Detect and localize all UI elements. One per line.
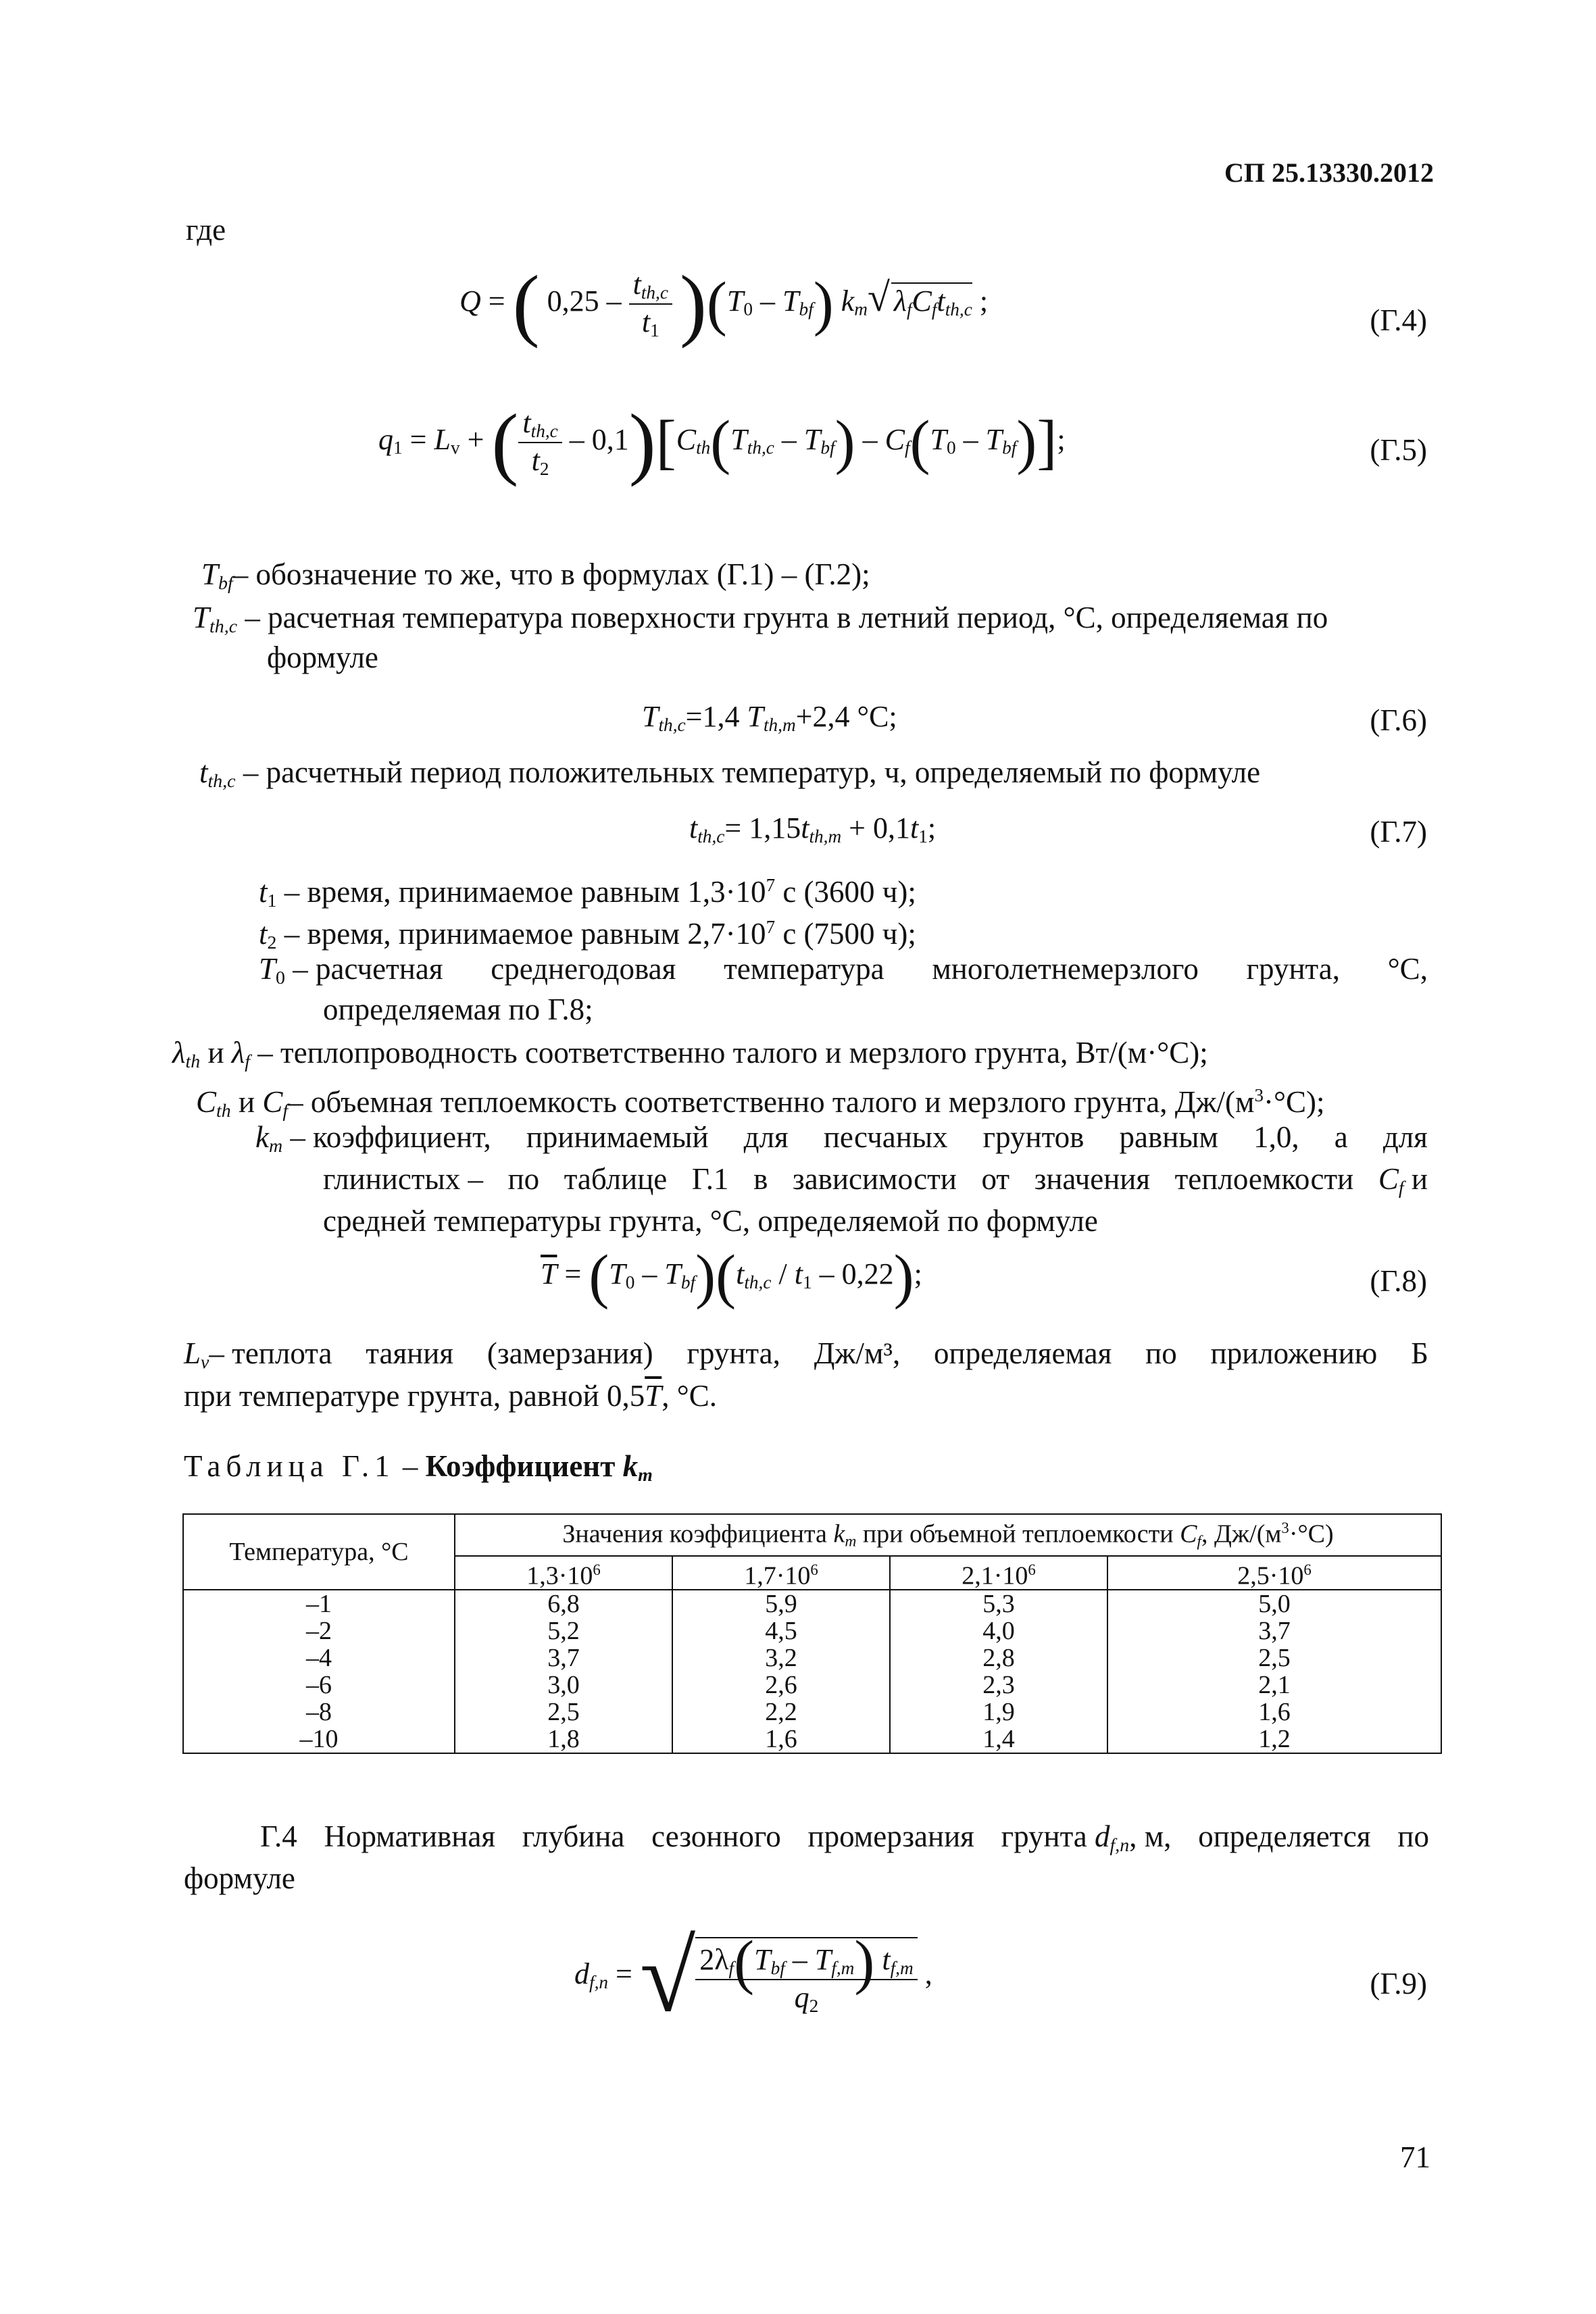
def-tthc-line2: формуле xyxy=(267,640,378,674)
paragraph-g4-line2: формуле xyxy=(184,1861,295,1895)
formula-g7: $t_{th,c}= 1,15t_{th,m} + 0,1t_1$; xyxy=(689,811,937,847)
table-cell: 3,2 xyxy=(672,1644,890,1671)
formula-g6-number: (Г.6) xyxy=(1370,703,1427,737)
def-km-line3: средней температуры грунта, °С, определяемой по формуле xyxy=(323,1204,1098,1238)
page-number: 71 xyxy=(1400,2140,1430,2174)
table-cell: 2,2 xyxy=(672,1699,890,1726)
formula-g4-number: (Г.4) xyxy=(1370,303,1427,337)
table-cell: –10 xyxy=(183,1726,455,1753)
table-row xyxy=(183,1671,1441,1699)
table-caption: Таблица Г.1 – Коэффициент $k_m$ xyxy=(184,1449,653,1486)
intro-where: где xyxy=(186,213,226,247)
table-cell: 2,8 xyxy=(890,1644,1107,1671)
table-cell: –6 xyxy=(183,1671,455,1699)
table-row xyxy=(183,1617,1441,1644)
table-col-head: $2,1\cdot 10^6$ xyxy=(890,1556,1107,1590)
table-cell: 4,0 xyxy=(890,1617,1107,1644)
table-cell: 3,7 xyxy=(1107,1617,1441,1644)
coefficient-table xyxy=(182,1513,1442,1754)
formula-g8: $\overline{T} = (T_0 - T_{bf})(t_{th,c} / t_1 - 0,22)$; xyxy=(541,1242,922,1310)
table-cell: –2 xyxy=(183,1617,455,1644)
table-cell: 2,3 xyxy=(890,1671,1107,1699)
def-lambda: $\lambda_{th}$ и $\lambda_f$ – теплопроводность соответственно талого и мерзлого грунта, Вт/(м·°С); xyxy=(172,1036,1208,1072)
def-t1: $t_1$ – время, принимаемое равным $1,3\cdot 10^7$ с (3600 ч); xyxy=(259,875,916,912)
table-cell: 1,8 xyxy=(455,1726,672,1753)
table-row xyxy=(183,1726,1441,1753)
table-cell: 3,0 xyxy=(455,1671,672,1699)
table-cell: 1,6 xyxy=(1107,1699,1441,1726)
def-t2: $t_2$ – время, принимаемое равным $2,7\cdot 10^7$ с (7500 ч); xyxy=(259,917,916,954)
formula-g4: Q = ( 0,25 – $\frac{t_{th,c}}{t_1}$ )$(T_0 - T_{bf})$ $k_m√$ $\lambda_fC_ft_{th,c}$ ; xyxy=(459,258,989,349)
formula-g7-number: (Г.7) xyxy=(1370,815,1427,849)
table-cell: 2,6 xyxy=(672,1671,890,1699)
table-cell: 5,9 xyxy=(672,1590,890,1617)
def-lv-line2: при температуре грунта, равной $0,5\overline{T}$, °С. xyxy=(184,1379,718,1413)
table-row xyxy=(183,1644,1441,1671)
table-cell: 1,2 xyxy=(1107,1726,1441,1753)
def-t0-line2: определяемая по Г.8; xyxy=(323,992,593,1026)
document-code: СП 25.13330.2012 xyxy=(1224,157,1434,188)
table-cell: –4 xyxy=(183,1644,455,1671)
table-cell: 6,8 xyxy=(455,1590,672,1617)
table-cell: 2,1 xyxy=(1107,1671,1441,1699)
def-km-line2: глинистых – по таблице Г.1 в зависимости от значения теплоемкости $C_f$ и xyxy=(323,1162,1428,1199)
paragraph-g4: Г.4 Нормативная глубина сезонного промерзания грунта $d_{f,n}$, м, определяется по xyxy=(260,1819,1429,1856)
table-cell: 5,2 xyxy=(455,1617,672,1644)
formula-g9-number: (Г.9) xyxy=(1370,1967,1427,2001)
table-cell: 2,5 xyxy=(455,1699,672,1726)
def-c: $C_{th}$ и $C_f-$ объемная теплоемкость соответственно талого и мерзлого грунта, $Дж/(м^3\cdot^\circ С)$; xyxy=(196,1085,1325,1122)
formula-g8-number: (Г.8) xyxy=(1370,1264,1427,1298)
table-col-head: $2,5\cdot 10^6$ xyxy=(1107,1556,1441,1590)
table-cell: 5,0 xyxy=(1107,1590,1441,1617)
formula-g9: $d_{f,n}$ = √ $\frac{2\lambda_f(T_{bf} - T_{f,m}) t_{f,m}}{q_2}$ , xyxy=(574,1921,932,2033)
table-cell: 5,3 xyxy=(890,1590,1107,1617)
table-cell: –8 xyxy=(183,1699,455,1726)
table-cell: –1 xyxy=(183,1590,455,1617)
table-cell: 1,9 xyxy=(890,1699,1107,1726)
def-tthc-period: $t_{th,c}$ – расчетный период положительных температур, ч, определяемый по формуле xyxy=(199,755,1261,792)
table-cell: 4,5 xyxy=(672,1617,890,1644)
def-tbf: $T_{bf}-$ обозначение то же, что в формулах (Г.1) – (Г.2); xyxy=(201,557,870,594)
def-tthc: $T_{th,c}$ – расчетная температура поверхности грунта в летний период, °С, определяемая по xyxy=(193,601,1328,637)
table-cell: 3,7 xyxy=(455,1644,672,1671)
formula-g6: $T_{th,c}=1,4$ $T_{th,m}+2,4$ °C; xyxy=(642,700,897,735)
formula-g5-number: (Г.5) xyxy=(1370,433,1427,467)
def-km: $k_m$ – коэффициент, принимаемый для песчаных грунтов равным 1,0, а для xyxy=(255,1120,1428,1157)
table-header-group: Значения коэффициента $k_m$ при объемной теплоемкости $C_f$, $Дж/(м^3\cdot^\circ С)$ xyxy=(455,1514,1441,1556)
table-cell: 1,6 xyxy=(672,1726,890,1753)
table-cell: 2,5 xyxy=(1107,1644,1441,1671)
formula-g5: $q_1 = L_v$ + ( $\frac{t_{th,c}}{t_2}$ – $0,1)[C_{th}(T_{th,c} - T_{bf}) - C_f(T_0 - T_{bf})]$; xyxy=(378,397,1066,487)
table-col-head: $1,7\cdot 10^6$ xyxy=(672,1556,890,1590)
table-header-temperature: Температура, °С xyxy=(183,1514,455,1590)
table-row xyxy=(183,1590,1441,1617)
def-t0: $T_0$ – расчетная среднегодовая температура многолетнемерзлого грунта, °С, xyxy=(259,952,1428,988)
table-row xyxy=(183,1699,1441,1726)
table-cell: 1,4 xyxy=(890,1726,1107,1753)
def-lv: $L_v-$ теплота таяния (замерзания) грунта, Дж/м³, определяемая по приложению Б xyxy=(184,1336,1428,1373)
table-col-head: $1,3\cdot 10^6$ xyxy=(455,1556,672,1590)
